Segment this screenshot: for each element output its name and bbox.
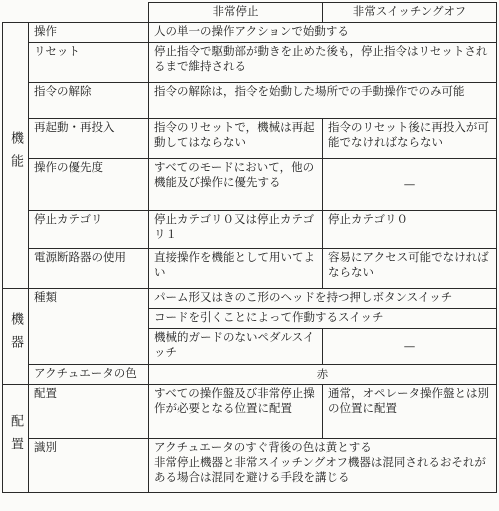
row-identification-label: 識別 xyxy=(29,439,149,493)
row-placement-col2: 通常，オペレータ操作盤とは別の位置に配置 xyxy=(323,385,497,439)
row-placement xyxy=(3,385,497,439)
row-disconnector-col1: 直接操作を機能として用いてよい xyxy=(149,249,323,289)
section-function xyxy=(3,23,29,289)
row-operation-label: 操作 xyxy=(29,23,149,43)
row-operation xyxy=(3,23,497,43)
row-restart xyxy=(3,119,497,159)
row-priority-col1: すべてのモードにおいて，他の機能及び操作に優先する xyxy=(149,159,323,211)
row-priority-label: 操作の優先度 xyxy=(29,159,149,211)
row-release xyxy=(3,83,497,119)
row-stop-category-col1: 停止カテゴリ０又は停止カテゴリ１ xyxy=(149,211,323,249)
header-blank xyxy=(3,3,149,23)
row-identification-value: アクチュエータのすぐ背後の色は黄とする 非常停止機器と非常スイッチングオフ機器は混同されるおそれがある場合は混同を避ける手段を講じる xyxy=(149,439,497,493)
row-reset-label: リセット xyxy=(29,43,149,83)
row-placement-col1: すべての操作盤及び非常停止操作が必要となる位置に配置 xyxy=(149,385,323,439)
section-placement xyxy=(3,385,29,493)
row-actuator-color-value: 赤 xyxy=(149,365,497,385)
row-disconnector-col2: 容易にアクセス可能でなければならない xyxy=(323,249,497,289)
section-placement-label: 配置 xyxy=(8,413,23,460)
header-emergency-switching-off: 非常スイッチングオフ xyxy=(323,3,497,23)
row-types-1 xyxy=(3,289,497,309)
row-stop-category-col2: 停止カテゴリ０ xyxy=(323,211,497,249)
row-actuator-color xyxy=(3,365,497,385)
header-emergency-stop: 非常停止 xyxy=(149,3,323,23)
section-function-label: 機能 xyxy=(8,130,23,177)
row-stop-category-label: 停止カテゴリ xyxy=(29,211,149,249)
row-priority xyxy=(3,159,497,211)
row-types-item1: パーム形又はきのこ形のヘッドを持つ押しボタンスイッチ xyxy=(149,289,497,309)
section-devices-label: 機器 xyxy=(8,311,23,358)
row-operation-value: 人の単一の操作アクションで始動する xyxy=(149,23,497,43)
row-reset-value: 停止指令で駆動部が動きを止めた後も，停止指令はリセットされるまで維持される xyxy=(149,43,497,83)
row-restart-col1: 指令のリセットで，機械は再起動してはならない xyxy=(149,119,323,159)
row-types-label: 種類 xyxy=(29,289,149,365)
row-release-label: 指令の解除 xyxy=(29,83,149,119)
row-types-item3-col1: 機械的ガードのないペダルスイッチ xyxy=(149,329,323,365)
section-devices xyxy=(3,289,29,385)
row-actuator-color-label: アクチュエータの色 xyxy=(29,365,149,385)
row-disconnector-label: 電源断路器の使用 xyxy=(29,249,149,289)
row-release-value: 指令の解除は，指令を始動した場所での手動操作でのみ可能 xyxy=(149,83,497,119)
row-restart-col2: 指令のリセット後に再投入が可能でなければならない xyxy=(323,119,497,159)
row-stop-category xyxy=(3,211,497,249)
row-disconnector xyxy=(3,249,497,289)
row-placement-label: 配置 xyxy=(29,385,149,439)
row-identification xyxy=(3,439,497,493)
row-types-item2: コードを引くことによって作動するスイッチ xyxy=(149,309,497,329)
row-reset xyxy=(3,43,497,83)
row-restart-label: 再起動・再投入 xyxy=(29,119,149,159)
row-types-item3-col2: — xyxy=(323,329,497,365)
comparison-table xyxy=(2,2,497,493)
header-row xyxy=(3,3,497,23)
row-priority-col2: — xyxy=(323,159,497,211)
